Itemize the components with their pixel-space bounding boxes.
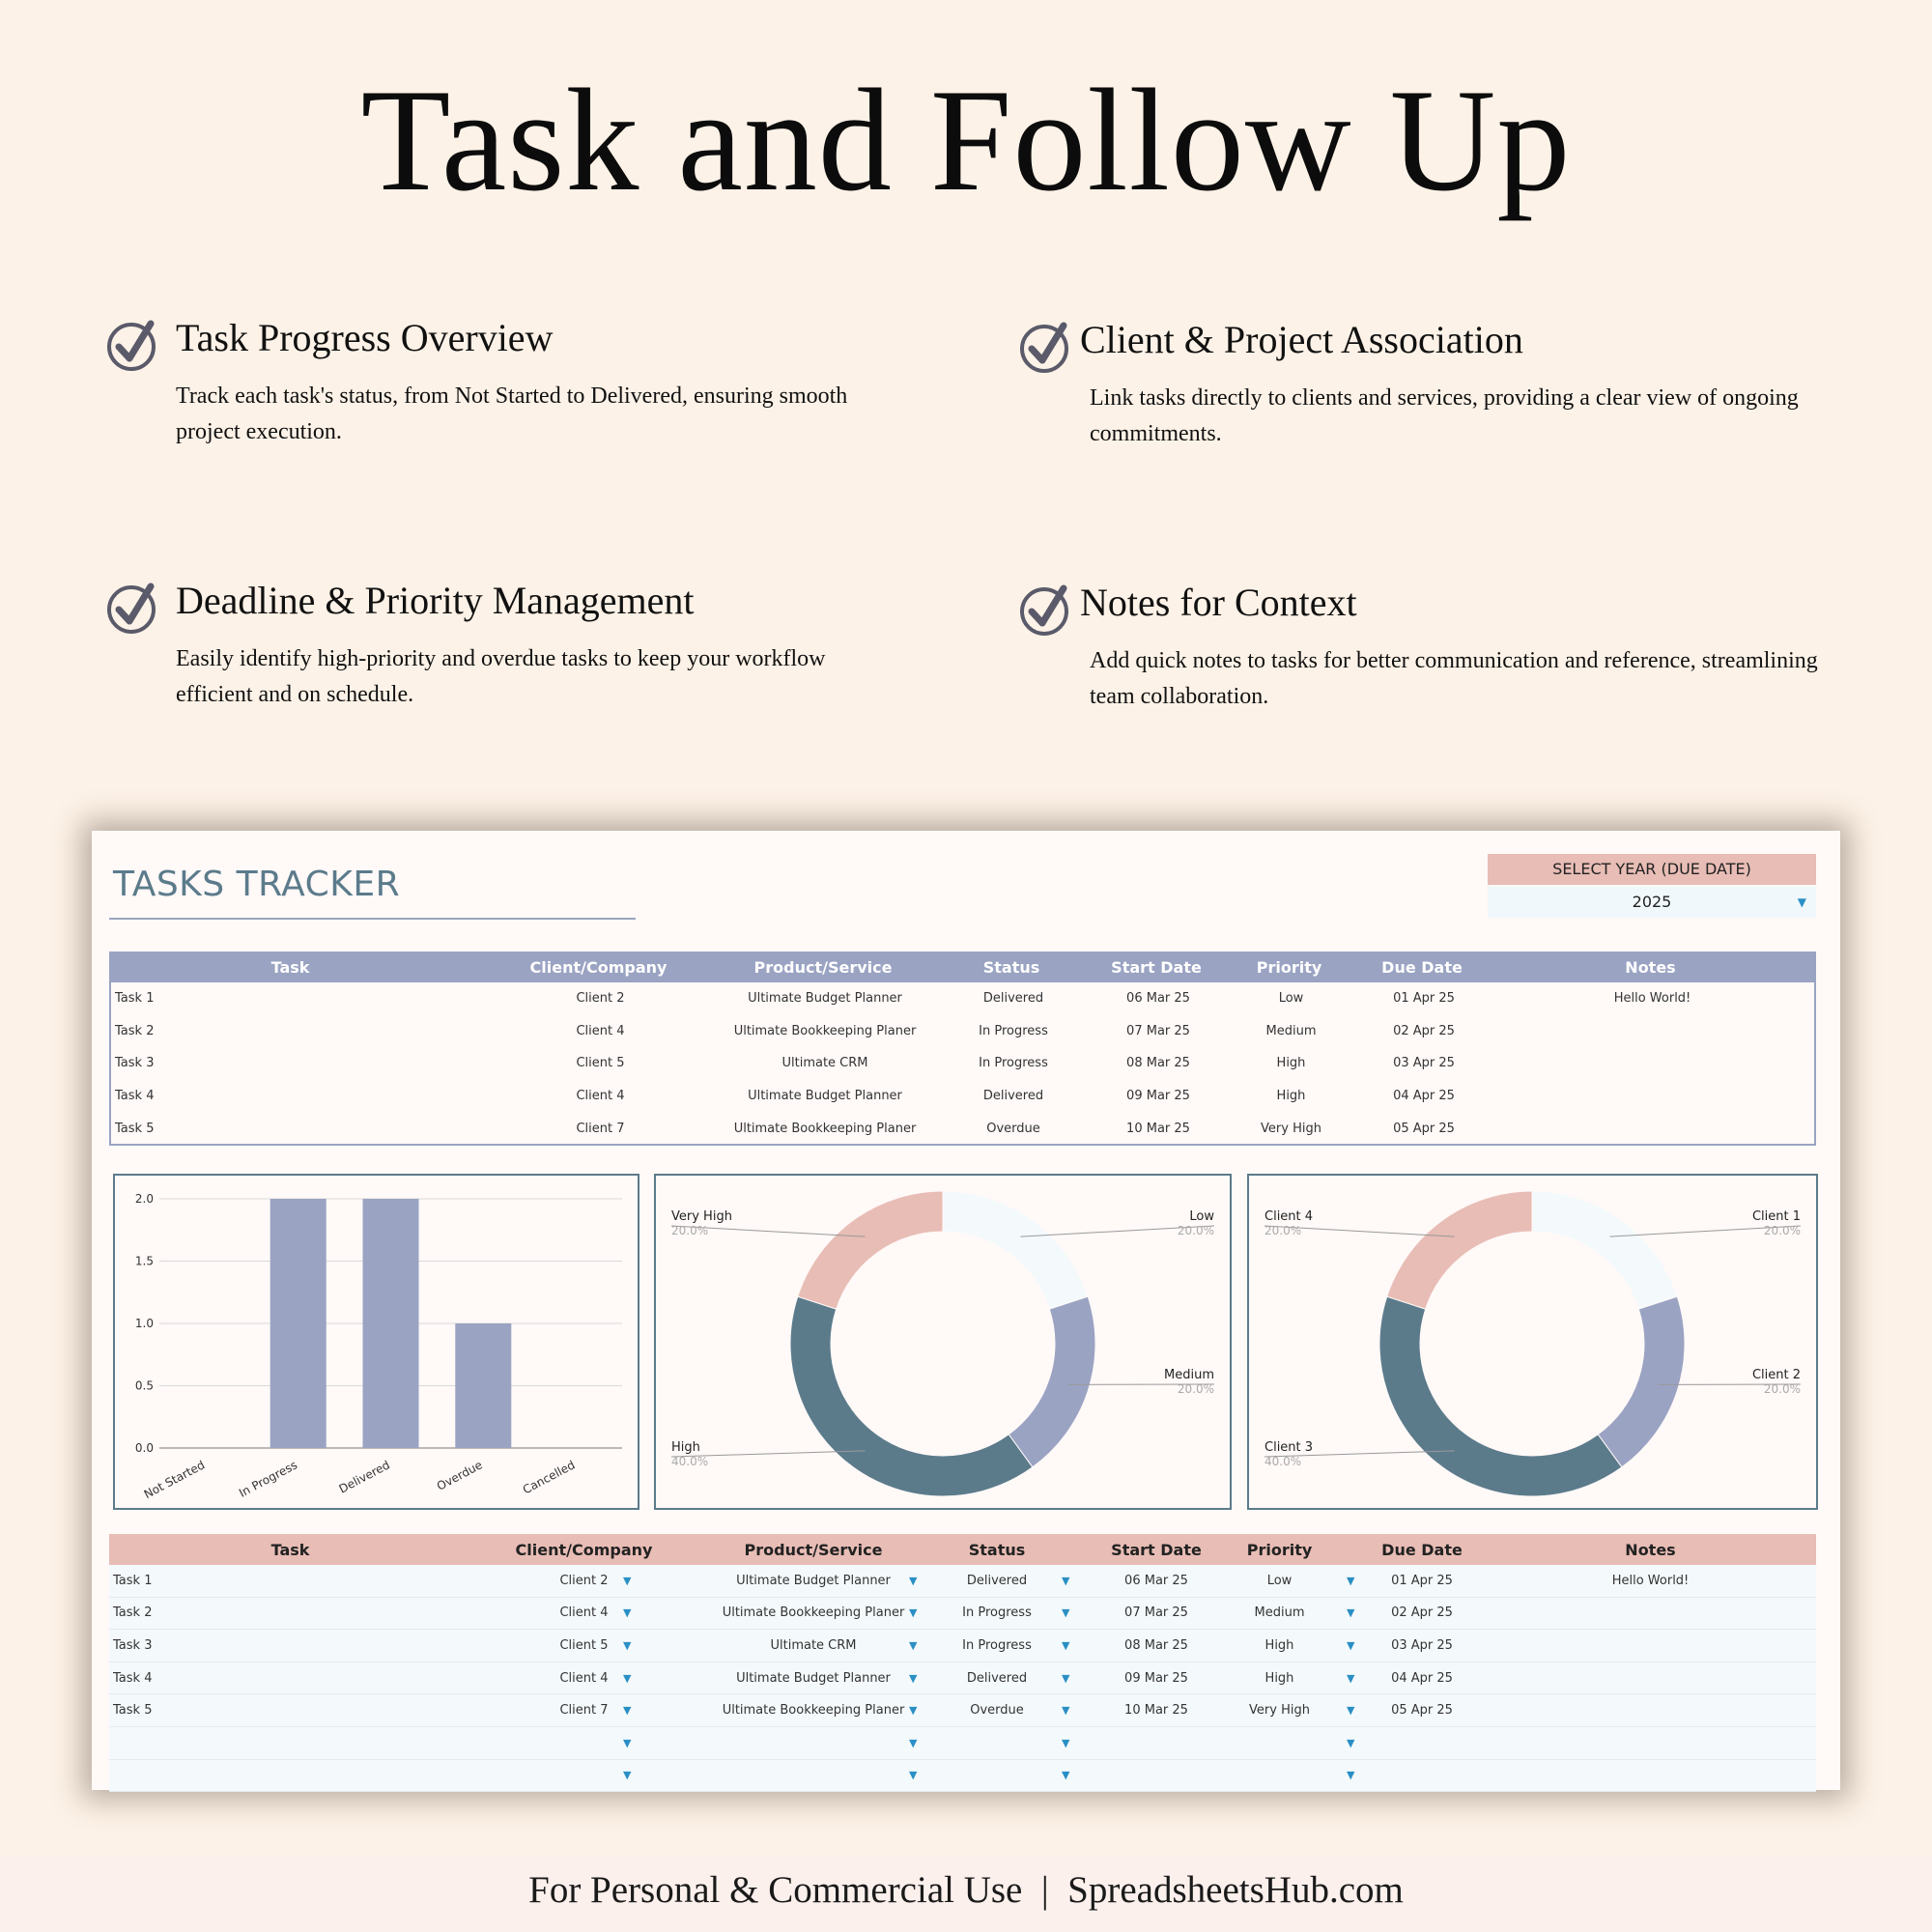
slice-percent: 20.0% [1177,1224,1214,1237]
cell-status[interactable]: Delivered [966,1670,1028,1686]
slice-medium [1009,1296,1095,1467]
cell-status: Delivered [982,1089,1044,1104]
slice-label: Low [1189,1209,1214,1224]
slice-percent: 20.0% [1763,1224,1801,1237]
table-header [109,1534,1816,1565]
column-header-due-date: Due Date [1381,1540,1463,1559]
cell-priority: Low [1278,991,1304,1007]
slice-very-high [798,1191,943,1309]
slice-percent: 40.0% [1264,1455,1302,1468]
dropdown-arrow-icon[interactable]: ▼ [1062,1638,1070,1652]
cell-notes [1487,1047,1818,1080]
dropdown-arrow-icon[interactable]: ▼ [623,1638,632,1652]
dropdown-arrow-icon[interactable]: ▼ [1347,1769,1355,1782]
cell-notes[interactable] [1485,1598,1816,1630]
table-header [109,952,1816,982]
footer-bar [0,1855,1932,1932]
cell-client[interactable]: Client 7 [559,1703,609,1719]
table-row [111,1080,1814,1113]
cell-notes [1487,1015,1818,1048]
column-header-client: Client/Company [515,1540,653,1559]
cell-start-date[interactable]: 07 Mar 25 [1124,1605,1188,1621]
cell-client: Client 7 [576,1121,625,1136]
dropdown-arrow-icon[interactable]: ▼ [1347,1638,1355,1652]
cell-due-date: 03 Apr 25 [1393,1056,1455,1071]
cell-client[interactable]: Client 4 [559,1605,609,1621]
cell-notes[interactable]: Hello World! [1611,1573,1690,1588]
year-select-dropdown[interactable] [1488,887,1816,918]
cell-start-date[interactable]: 08 Mar 25 [1124,1637,1188,1653]
cell-priority: Medium [1265,1023,1317,1038]
slice-label: Very High [671,1209,732,1224]
column-header-product: Product/Service [744,1540,883,1559]
cell-product: Ultimate Budget Planner [748,991,902,1007]
y-tick-label: 1.5 [134,1254,154,1268]
cell-due-date: 04 Apr 25 [1393,1089,1455,1104]
cell-start-date: 10 Mar 25 [1126,1121,1190,1136]
slice-high [790,1296,1033,1496]
table-row [109,1598,1816,1631]
summary-table [109,952,1816,1146]
table-row [109,1565,1816,1598]
bar-delivered [363,1199,419,1448]
cell-product[interactable]: Ultimate Bookkeeping Planer [722,1703,905,1719]
column-header-priority: Priority [1246,1540,1313,1559]
dropdown-arrow-icon[interactable]: ▼ [623,1574,632,1587]
cell-due-date: 01 Apr 25 [1393,991,1455,1007]
cell-status[interactable]: Delivered [966,1573,1028,1588]
dropdown-arrow-icon[interactable]: ▼ [1347,1574,1355,1587]
cell-status[interactable]: In Progress [962,1637,1032,1653]
cell-start-date[interactable]: 06 Mar 25 [1124,1573,1188,1588]
feature-text: Add quick notes to tasks for better communication and reference, streamlining team collaboration. [1090,648,1818,709]
cell-client[interactable]: Client 4 [559,1670,609,1686]
cell-task[interactable]: Task 1 [113,1573,153,1588]
slice-percent: 20.0% [1177,1382,1214,1396]
cell-product[interactable]: Ultimate Budget Planner [736,1573,891,1588]
cell-due-date[interactable]: 05 Apr 25 [1391,1703,1453,1719]
slice-label: Client 4 [1264,1209,1314,1224]
donut-chart-svg [656,1176,1230,1508]
slice-label: Medium [1164,1368,1214,1382]
dropdown-arrow-icon[interactable]: ▼ [1347,1736,1355,1749]
cell-priority: Very High [1261,1121,1321,1136]
column-header-start-date: Start Date [1111,957,1202,977]
table-row [109,1694,1816,1727]
cell-product[interactable]: Ultimate Budget Planner [736,1670,891,1686]
x-tick-label: In Progress [237,1458,300,1500]
cell-product: Ultimate Bookkeeping Planer [733,1121,917,1136]
table-row [111,1112,1814,1145]
column-header-product: Product/Service [753,957,893,977]
cell-start-date[interactable]: 10 Mar 25 [1124,1703,1188,1719]
cell-task[interactable]: Task 3 [113,1637,153,1653]
cell-task[interactable]: Task 4 [113,1670,153,1686]
dropdown-arrow-icon[interactable]: ▼ [1062,1671,1070,1685]
slice-client-1 [1532,1191,1677,1309]
column-header-status: Status [968,1540,1026,1559]
cell-status: Delivered [982,991,1044,1007]
check-circle-icon [1019,321,1071,373]
status-bar-chart [113,1174,639,1510]
feature-heading: Notes for Context [1080,581,1357,624]
cell-priority[interactable]: High [1264,1670,1294,1686]
client-donut-chart [1247,1174,1818,1510]
dropdown-arrow-icon[interactable]: ▼ [623,1606,632,1620]
cell-due-date: 02 Apr 25 [1393,1023,1455,1038]
table-row [111,982,1814,1015]
cell-due-date[interactable]: 01 Apr 25 [1391,1573,1453,1588]
empty-table-row [109,1760,1816,1793]
cell-client: Client 5 [576,1056,625,1071]
cell-client[interactable]: Client 2 [559,1573,609,1588]
bar-overdue [455,1323,511,1448]
cell-due-date: 05 Apr 25 [1393,1121,1455,1136]
y-tick-label: 0.5 [134,1378,154,1393]
column-header-due-date: Due Date [1381,957,1463,977]
cell-task: Task 4 [115,1089,155,1104]
spreadsheet-screenshot [92,831,1840,1790]
footer-text: For Personal & Commercial Use | SpreadsheetsHub.com [528,1869,1404,1911]
cell-notes[interactable] [1485,1630,1816,1662]
dropdown-arrow-icon[interactable]: ▼ [1062,1606,1070,1620]
slice-label: Client 1 [1751,1209,1801,1224]
cell-task[interactable]: Task 2 [113,1605,153,1621]
slice-percent: 40.0% [671,1455,709,1468]
slice-percent: 20.0% [1264,1224,1302,1237]
cell-client: Client 4 [576,1089,625,1104]
cell-status[interactable]: In Progress [962,1605,1032,1621]
dropdown-arrow-icon[interactable]: ▼ [909,1606,918,1620]
cell-product: Ultimate CRM [781,1056,868,1071]
cell-task: Task 3 [115,1056,155,1071]
bar-in-progress [270,1199,327,1448]
check-circle-icon [106,582,158,634]
cell-start-date: 06 Mar 25 [1126,991,1190,1007]
cell-product[interactable]: Ultimate Bookkeeping Planer [722,1605,905,1621]
column-header-notes: Notes [1625,957,1676,977]
x-tick-label: Not Started [141,1458,208,1502]
cell-client: Client 4 [576,1023,625,1038]
column-header-start-date: Start Date [1111,1540,1202,1559]
bar-chart-svg [115,1176,638,1508]
dropdown-arrow-icon[interactable]: ▼ [909,1769,918,1782]
slice-client-4 [1387,1191,1532,1309]
cell-due-date[interactable]: 03 Apr 25 [1391,1637,1453,1653]
cell-priority: High [1276,1056,1306,1071]
feature-heading: Client & Project Association [1080,318,1523,361]
dropdown-arrow-icon[interactable]: ▼ [1797,895,1806,909]
dropdown-arrow-icon[interactable]: ▼ [1347,1704,1355,1718]
year-select-label: SELECT YEAR (DUE DATE) [1488,854,1816,885]
tracker-title: TASKS TRACKER [113,865,401,904]
year-value: 2025 [1632,893,1672,911]
dropdown-arrow-icon[interactable]: ▼ [623,1704,632,1718]
slice-percent: 20.0% [1763,1382,1801,1396]
cell-task: Task 1 [115,991,155,1007]
cell-task: Task 2 [115,1023,155,1038]
cell-status: In Progress [979,1023,1048,1038]
slice-client-3 [1379,1296,1622,1496]
x-tick-label: Delivered [336,1458,392,1496]
cell-notes [1487,1080,1818,1113]
slice-label: High [671,1440,700,1455]
table-row [111,1015,1814,1048]
dropdown-arrow-icon[interactable]: ▼ [1062,1704,1070,1718]
dropdown-arrow-icon[interactable]: ▼ [1347,1671,1355,1685]
check-circle-icon [106,319,158,371]
column-header-priority: Priority [1256,957,1322,977]
y-tick-label: 2.0 [134,1192,154,1206]
dropdown-arrow-icon[interactable]: ▼ [1062,1736,1070,1749]
priority-donut-chart [654,1174,1232,1510]
cell-start-date: 09 Mar 25 [1126,1089,1190,1104]
feature-heading: Deadline & Priority Management [176,579,695,622]
tasks-table [109,1534,1816,1792]
slice-percent: 20.0% [671,1224,709,1237]
donut-chart-svg [1249,1176,1816,1508]
feature-heading: Task Progress Overview [176,316,554,359]
cell-due-date[interactable]: 02 Apr 25 [1391,1605,1453,1621]
cell-start-date[interactable]: 09 Mar 25 [1124,1670,1188,1686]
column-header-status: Status [982,957,1040,977]
cell-priority: High [1276,1089,1306,1104]
cell-product[interactable]: Ultimate CRM [770,1637,857,1653]
y-tick-label: 1.0 [134,1317,154,1330]
cell-client[interactable]: Client 5 [559,1637,609,1653]
dropdown-arrow-icon[interactable]: ▼ [909,1638,918,1652]
cell-due-date[interactable]: 04 Apr 25 [1391,1670,1453,1686]
cell-priority[interactable]: Low [1266,1573,1293,1588]
dropdown-arrow-icon[interactable]: ▼ [623,1769,632,1782]
title-underline [109,918,636,920]
slice-label: Client 2 [1751,1368,1801,1382]
table-row [109,1630,1816,1662]
cell-status[interactable]: Overdue [970,1703,1024,1719]
y-tick-label: 0.0 [134,1441,154,1455]
cell-product: Ultimate Budget Planner [748,1089,902,1104]
cell-start-date: 07 Mar 25 [1126,1023,1190,1038]
dropdown-arrow-icon[interactable]: ▼ [909,1736,918,1749]
cell-notes [1487,1112,1818,1145]
table-row [111,1047,1814,1080]
cell-client: Client 2 [576,991,625,1007]
cell-product: Ultimate Bookkeeping Planer [733,1023,917,1038]
slice-client-2 [1598,1296,1685,1467]
dropdown-arrow-icon[interactable]: ▼ [1062,1574,1070,1587]
cell-start-date: 08 Mar 25 [1126,1056,1190,1071]
dropdown-arrow-icon[interactable]: ▼ [1062,1769,1070,1782]
dropdown-arrow-icon[interactable]: ▼ [1347,1606,1355,1620]
slice-label: Client 3 [1264,1440,1314,1455]
cell-notes[interactable] [1485,1662,1816,1694]
feature-text: Easily identify high-priority and overdue tasks to keep your workflow efficient and on schedule. [176,646,826,707]
cell-notes[interactable] [1485,1694,1816,1726]
feature-text: Track each task's status, from Not Started to Delivered, ensuring smooth project execution. [176,384,848,444]
cell-status: Overdue [986,1121,1040,1136]
column-header-task: Task [270,1540,310,1559]
cell-priority[interactable]: High [1264,1637,1294,1653]
check-circle-icon [1019,583,1071,636]
x-tick-label: Overdue [434,1458,485,1493]
dropdown-arrow-icon[interactable]: ▼ [909,1671,918,1685]
cell-priority[interactable]: Very High [1249,1703,1310,1719]
page-title: Task and Follow Up [360,59,1572,221]
dropdown-arrow-icon[interactable]: ▼ [909,1574,918,1587]
cell-notes: Hello World! [1613,991,1691,1007]
feature-text: Link tasks directly to clients and services, providing a clear view of ongoing commitments. [1090,385,1799,446]
dropdown-arrow-icon[interactable]: ▼ [909,1704,918,1718]
dropdown-arrow-icon[interactable]: ▼ [623,1671,632,1685]
cell-status: In Progress [979,1056,1048,1071]
empty-table-row [109,1727,1816,1760]
cell-task[interactable]: Task 5 [113,1703,153,1719]
cell-task: Task 5 [115,1121,155,1136]
table-row [109,1662,1816,1695]
column-header-client: Client/Company [529,957,668,977]
dropdown-arrow-icon[interactable]: ▼ [623,1736,632,1749]
cell-priority[interactable]: Medium [1254,1605,1305,1621]
column-header-notes: Notes [1625,1540,1676,1559]
slice-low [943,1191,1088,1309]
x-tick-label: Cancelled [520,1458,578,1497]
column-header-task: Task [270,957,310,977]
